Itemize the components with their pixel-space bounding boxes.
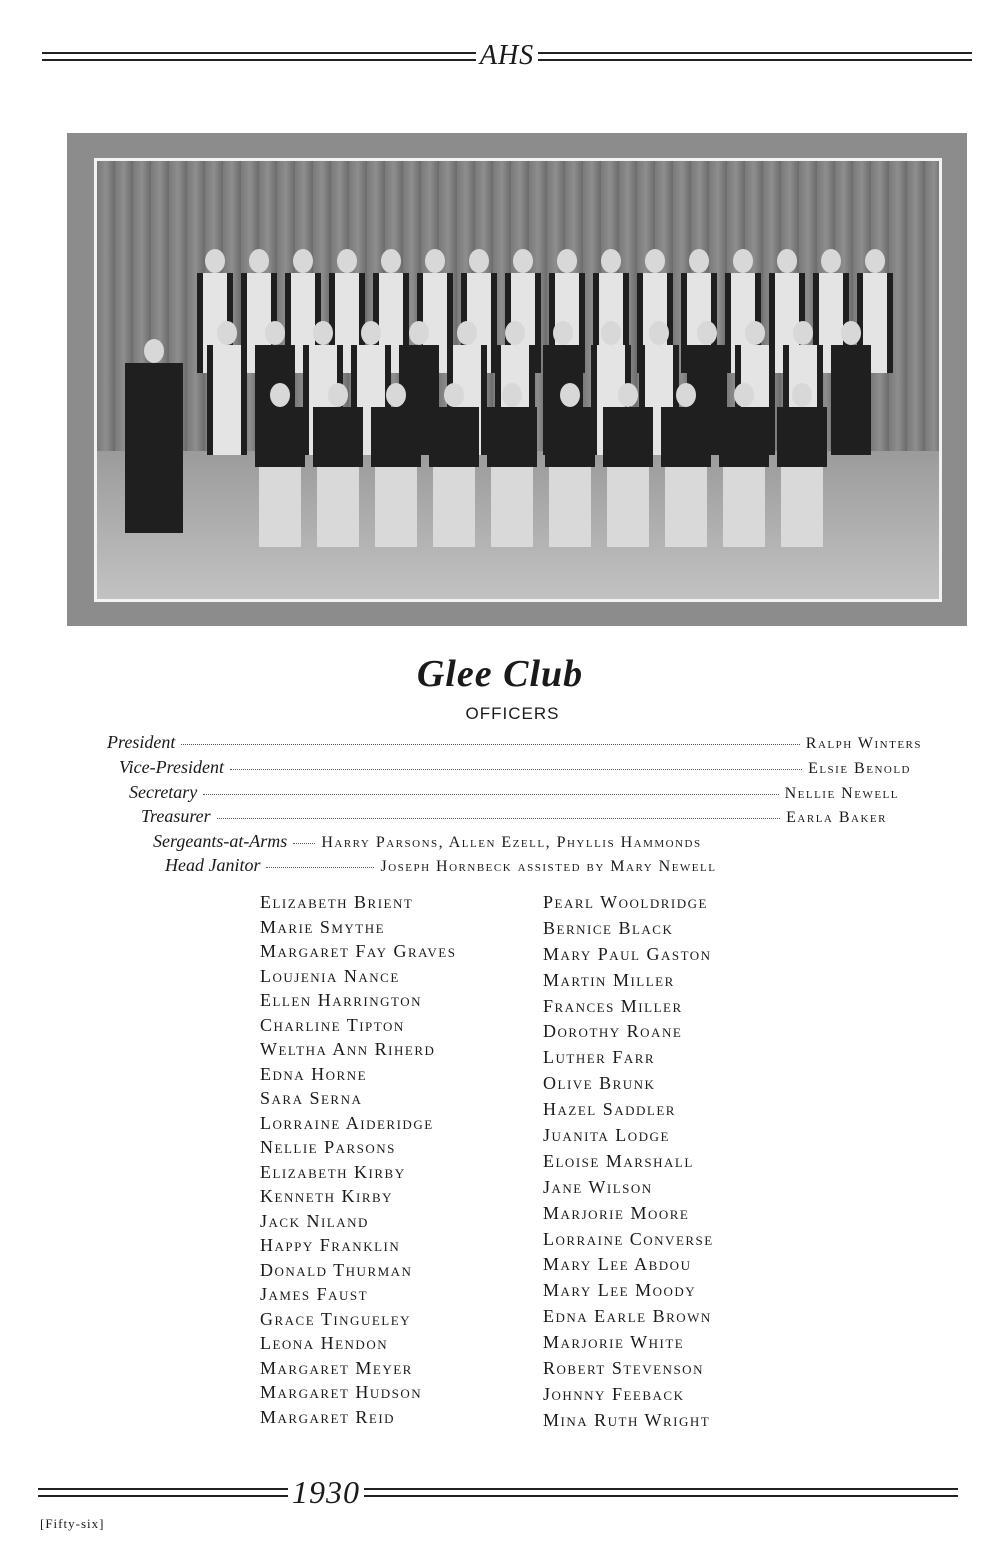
- member-name: Martin Miller: [543, 969, 675, 990]
- member-name: Pearl Wooldridge: [543, 892, 708, 912]
- officer-name: Ralph Winters: [805, 735, 922, 752]
- member-name: Eloise Marshall: [543, 1150, 694, 1171]
- member-name: Margaret Hudson: [260, 1382, 423, 1402]
- member-name: Frances Miller: [543, 995, 683, 1016]
- officer-title: Sergeants-at-Arms: [153, 831, 288, 851]
- member-name: Margaret Meyer: [260, 1357, 413, 1378]
- officer-name: Joseph Hornbeck assisted by Mary Newell: [380, 858, 717, 875]
- officer-name: Nellie Newell: [784, 785, 899, 802]
- member-name: Elizabeth Brient: [260, 892, 414, 912]
- member-name: Dorothy Roane: [543, 1021, 683, 1042]
- footer-rule-right: [364, 1488, 958, 1497]
- footer-year: 1930: [292, 1474, 360, 1510]
- member-name: Loujenia Nance: [260, 965, 400, 986]
- page-footer: [38, 1474, 958, 1511]
- officer-row-head-janitor: [165, 855, 865, 879]
- officer-title: Vice-President: [119, 757, 224, 777]
- officer-title: President: [107, 732, 176, 752]
- group-photo: [67, 133, 967, 626]
- officer-name: Elsie Benold: [808, 760, 911, 777]
- member-name: Juanita Lodge: [543, 1125, 670, 1146]
- photo-figure: [661, 383, 711, 547]
- member-name: Marie Smythe: [260, 916, 386, 937]
- leader-dots: [217, 818, 780, 819]
- member-name: Luther Farr: [543, 1047, 656, 1068]
- photo-figure: [371, 383, 421, 547]
- officer-title: Treasurer: [141, 806, 211, 826]
- footer-rule-left: [38, 1488, 288, 1497]
- member-name: Jane Wilson: [543, 1176, 653, 1197]
- member-name: Edna Horne: [260, 1063, 368, 1084]
- photo-figure: [429, 383, 479, 547]
- photo-figure: [719, 383, 769, 547]
- member-name: Marjorie Moore: [543, 1202, 690, 1223]
- member-name: Sara Serna: [260, 1088, 363, 1108]
- officer-row-president: [107, 732, 922, 756]
- member-name: Mary Lee Moody: [543, 1280, 697, 1301]
- member-name: Grace Tingueley: [260, 1308, 412, 1329]
- officer-title: Head Janitor: [165, 855, 261, 875]
- leader-dots: [293, 843, 315, 844]
- member-name: Lorraine Aideridge: [260, 1112, 434, 1133]
- page-header: [42, 40, 972, 72]
- header-rule-right: [538, 52, 972, 61]
- photo-figure: [487, 383, 537, 547]
- member-name: Mary Paul Gaston: [543, 943, 712, 964]
- leader-dots: [203, 794, 778, 795]
- member-name: Hazel Saddler: [543, 1099, 676, 1120]
- members-list-left: [260, 890, 456, 1429]
- member-name: Johnny Feeback: [543, 1383, 685, 1404]
- officer-name: Harry Parsons, Allen Ezell, Phyllis Hammonds: [321, 834, 702, 851]
- photo-figure: [545, 383, 595, 547]
- member-name: Marjorie White: [543, 1332, 685, 1353]
- member-name: Bernice Black: [543, 917, 674, 938]
- member-name: Kenneth Kirby: [260, 1186, 394, 1206]
- photo-frame: [94, 158, 942, 602]
- photo-figure: [777, 383, 827, 547]
- photo-figure: [831, 321, 871, 455]
- member-name: Ellen Harrington: [260, 990, 423, 1010]
- member-name: Elizabeth Kirby: [260, 1161, 406, 1182]
- officer-row-vice-president: [119, 757, 911, 781]
- officer-row-treasurer: [141, 806, 887, 830]
- members-list-right: [543, 890, 714, 1434]
- member-name: Jack Niland: [260, 1210, 369, 1231]
- officer-row-sergeants-at-arms: [153, 831, 877, 855]
- header-title: AHS: [479, 40, 535, 71]
- member-name: Mary Lee Abdou: [543, 1254, 692, 1275]
- officer-title: Secretary: [129, 782, 198, 802]
- member-name: Weltha Ann Riherd: [260, 1039, 436, 1059]
- photo-figure: [125, 339, 183, 533]
- leader-dots: [181, 744, 799, 745]
- officers-heading: OFFICERS: [465, 704, 560, 723]
- member-name: Margaret Reid: [260, 1406, 396, 1427]
- member-name: Robert Stevenson: [543, 1358, 704, 1379]
- club-title: Glee Club: [416, 653, 584, 695]
- leader-dots: [230, 769, 802, 770]
- photo-figure: [207, 321, 247, 455]
- member-name: Charline Tipton: [260, 1014, 405, 1035]
- member-name: Lorraine Converse: [543, 1228, 714, 1249]
- member-name: Happy Franklin: [260, 1235, 401, 1255]
- member-name: Edna Earle Brown: [543, 1306, 712, 1327]
- photo-figure: [603, 383, 653, 547]
- member-name: Leona Hendon: [260, 1333, 389, 1353]
- member-name: Olive Brunk: [543, 1073, 656, 1094]
- member-name: Margaret Fay Graves: [260, 941, 457, 961]
- member-name: Donald Thurman: [260, 1259, 413, 1280]
- member-name: Mina Ruth Wright: [543, 1409, 711, 1430]
- officer-name: Earla Baker: [786, 809, 887, 826]
- page-number: [Fifty-six]: [40, 1516, 105, 1531]
- photo-figure: [313, 383, 363, 547]
- member-name: Nellie Parsons: [260, 1137, 396, 1157]
- leader-dots: [266, 867, 374, 868]
- photo-figure: [255, 383, 305, 547]
- member-name: James Faust: [260, 1284, 369, 1304]
- officer-row-secretary: [129, 782, 899, 806]
- header-rule-left: [42, 52, 476, 61]
